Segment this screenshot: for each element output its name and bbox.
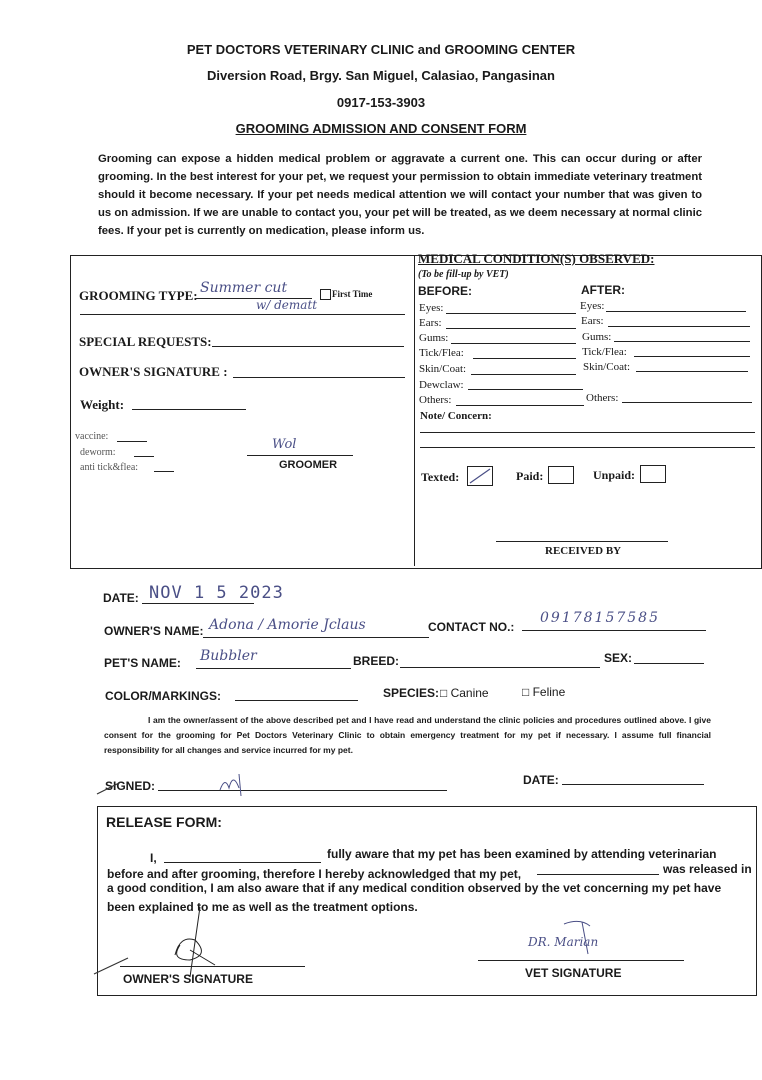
groomer-label: GROOMER bbox=[279, 459, 338, 471]
special-requests-field[interactable] bbox=[212, 346, 404, 347]
signed-field[interactable] bbox=[158, 790, 447, 791]
after-gums: Gums: bbox=[582, 331, 612, 343]
after-skincoat: Skin/Coat: bbox=[583, 361, 631, 373]
paid-label: Paid: bbox=[516, 469, 544, 483]
form-title: GROOMING ADMISSION AND CONSENT FORM bbox=[235, 121, 527, 136]
deworm-label: deworm: bbox=[80, 447, 116, 458]
date-stamp: NOV 1 5 2023 bbox=[149, 583, 284, 603]
breed-field[interactable] bbox=[400, 667, 600, 668]
owner-release-signature bbox=[160, 905, 230, 980]
box-divider bbox=[414, 256, 415, 566]
pet-name-label: PET'S NAME: bbox=[104, 656, 181, 670]
before-label: BEFORE: bbox=[418, 284, 472, 298]
release-title: RELEASE FORM: bbox=[106, 814, 222, 830]
owner-name-label: OWNER'S NAME: bbox=[104, 624, 204, 638]
note-concern-label: Note/ Concern: bbox=[420, 410, 492, 422]
clinic-phone: 0917-153-3903 bbox=[336, 95, 426, 110]
before-others: Others: bbox=[419, 394, 452, 406]
contact-value: 09178157585 bbox=[540, 610, 660, 626]
before-eyes: Eyes: bbox=[419, 302, 444, 314]
contact-field[interactable] bbox=[522, 630, 706, 631]
feline-option[interactable]: □ Feline bbox=[522, 685, 566, 699]
vet-signature-line[interactable] bbox=[478, 960, 684, 961]
release-text-4: was released in bbox=[663, 862, 752, 876]
intro-paragraph: Grooming can expose a hidden medical problem or aggravate a current one. This can occur during or after grooming. In the best interest for your pet, we request your permission to obtain immediate veterinary treatment should it become necessary. If your pet needs medical attention we will contact your number that was given to us on admission. If we are unable to contact you, your pet will be treated, as we deem necessary at normal clinic fees. If your pet is currently on medication, please inform us. bbox=[98, 153, 702, 237]
after-tickflea: Tick/Flea: bbox=[582, 346, 627, 358]
owner-initial-signature bbox=[215, 768, 255, 798]
before-skincoat: Skin/Coat: bbox=[419, 363, 467, 375]
unpaid-label: Unpaid: bbox=[593, 468, 636, 482]
release-text-5: a good condition, I am also aware that if any medical condition observed by the vet concerning my pet have bbox=[107, 881, 722, 895]
unpaid-checkbox[interactable] bbox=[640, 465, 666, 483]
antitick-label: anti tick&flea: bbox=[80, 462, 139, 473]
before-gums: Gums: bbox=[419, 332, 449, 344]
release-text-2: fully aware that my pet has been examined by attending veterinarian bbox=[327, 847, 717, 861]
medical-subtitle: (To be fill-up by VET) bbox=[418, 269, 509, 280]
weight-field[interactable] bbox=[132, 409, 246, 410]
groomer-signature: Wol bbox=[272, 437, 297, 452]
texted-checkbox[interactable] bbox=[467, 466, 493, 486]
after-eyes: Eyes: bbox=[580, 300, 605, 312]
pet-name-value: Bubbler bbox=[200, 648, 257, 664]
note-line-1[interactable] bbox=[420, 432, 755, 433]
owner-signature-field[interactable] bbox=[233, 377, 405, 378]
pet-name-field[interactable] bbox=[196, 668, 351, 669]
note-line-2[interactable] bbox=[420, 447, 755, 448]
clinic-name: PET DOCTORS VETERINARY CLINIC and GROOMING CENTER bbox=[186, 42, 576, 57]
before-ears: Ears: bbox=[419, 317, 442, 329]
check-mark-icon bbox=[468, 467, 492, 485]
species-label: SPECIES: bbox=[383, 686, 440, 700]
signed-date-label: DATE: bbox=[523, 773, 559, 787]
owner-release-signature-line[interactable] bbox=[120, 966, 305, 967]
sex-label: SEX: bbox=[604, 651, 633, 665]
grooming-type-label: GROOMING TYPE: bbox=[79, 288, 198, 303]
weight-label: Weight: bbox=[80, 397, 125, 412]
special-requests-label: SPECIAL REQUESTS: bbox=[79, 334, 212, 349]
vaccine-label: vaccine: bbox=[75, 431, 109, 442]
release-text-3: before and after grooming, therefore I hereby acknowledged that my pet, bbox=[107, 867, 522, 881]
texted-label: Texted: bbox=[421, 470, 460, 484]
grooming-type-value-2: w/ dematt bbox=[256, 298, 318, 312]
owner-signature-label: OWNER'S SIGNATURE : bbox=[79, 364, 228, 379]
release-pet-field[interactable] bbox=[537, 874, 659, 875]
owner-release-sig-label: OWNER'S SIGNATURE bbox=[123, 972, 253, 986]
after-others: Others: bbox=[586, 392, 619, 404]
vet-signature: DR. Marian bbox=[528, 935, 599, 949]
canine-option[interactable]: □ Canine bbox=[440, 686, 489, 700]
consent-paragraph: I am the owner/assent of the above described pet and I have read and understand the clinic policies and procedures outlined above. I give consent for the grooming for Pet Doctors Veterinary Clinic to obtain emergency treatment for my pet if necessary. I assume full financial responsibility for all changes and service incurred for my pet. bbox=[104, 715, 711, 755]
received-by-label: RECEIVED BY bbox=[545, 545, 622, 557]
after-ears: Ears: bbox=[581, 315, 604, 327]
release-text-1: I, bbox=[150, 851, 157, 865]
groomer-signature-line[interactable] bbox=[247, 455, 353, 456]
contact-label: CONTACT NO.: bbox=[428, 620, 515, 634]
signed-date-field[interactable] bbox=[562, 784, 704, 785]
owner-name-field[interactable] bbox=[203, 637, 429, 638]
breed-label: BREED: bbox=[353, 654, 400, 668]
received-by-line[interactable] bbox=[496, 541, 668, 542]
date-label: DATE: bbox=[103, 591, 139, 605]
color-field[interactable] bbox=[235, 700, 358, 701]
after-label: AFTER: bbox=[581, 283, 625, 297]
sex-field[interactable] bbox=[634, 663, 704, 664]
vet-sig-label: VET SIGNATURE bbox=[525, 966, 622, 980]
color-label: COLOR/MARKINGS: bbox=[105, 689, 221, 703]
release-owner-name-field[interactable] bbox=[164, 862, 321, 863]
release-text-6: been explained to me as well as the treatment options. bbox=[107, 900, 418, 914]
medical-title: MEDICAL CONDITION(S) OBSERVED: bbox=[418, 251, 655, 266]
signed-label: SIGNED: bbox=[105, 779, 156, 793]
paid-checkbox[interactable] bbox=[548, 466, 574, 484]
before-tickflea: Tick/Flea: bbox=[419, 347, 464, 359]
before-dewclaw: Dewclaw: bbox=[419, 379, 464, 391]
first-time-checkbox[interactable] bbox=[320, 289, 331, 300]
first-time-label: First Time bbox=[332, 289, 373, 299]
clinic-address: Diversion Road, Brgy. San Miguel, Calasiao, Pangasinan bbox=[207, 68, 555, 83]
vet-signature-flourish bbox=[560, 918, 610, 958]
grooming-type-value: Summer cut bbox=[200, 280, 288, 296]
owner-name-value: Adona / Amorie Jclaus bbox=[209, 617, 366, 633]
signed-strike-mark bbox=[95, 778, 125, 798]
